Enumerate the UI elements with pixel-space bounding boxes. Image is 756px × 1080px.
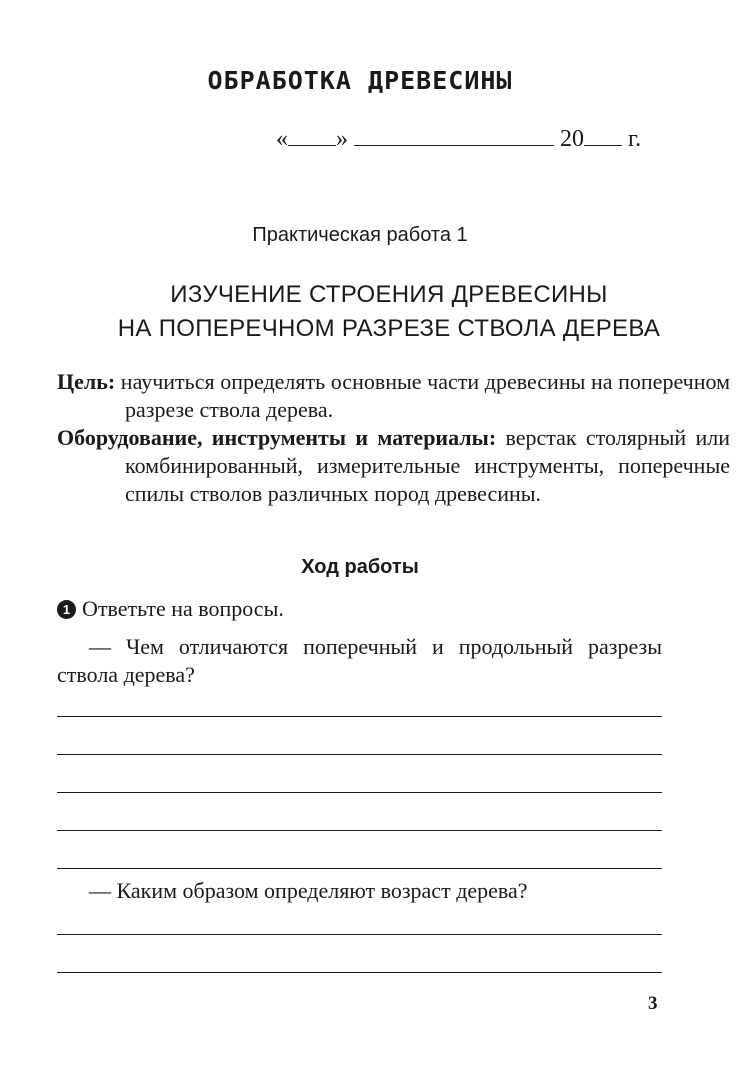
year-blank[interactable] <box>584 125 622 146</box>
progress-title: Ход работы <box>301 556 419 578</box>
answer-line[interactable] <box>57 972 662 973</box>
work-title-line-1: ИЗУЧЕНИЕ СТРОЕНИЯ ДРЕВЕСИНЫ <box>170 281 608 308</box>
task-text: Ответьте на вопросы. <box>82 596 284 621</box>
equipment-label: Оборудование, инструменты и материалы: <box>57 425 497 450</box>
goal-label: Цель: <box>57 369 116 394</box>
equipment-text: верстак столярный или комбинированный, измерительные инструменты, поперечные спилы стволов различных пород древесины. <box>125 425 731 506</box>
task-number-icon: 1 <box>57 600 76 619</box>
month-blank[interactable] <box>354 125 554 146</box>
answer-line[interactable] <box>57 868 662 869</box>
answer-line[interactable] <box>57 754 662 755</box>
task-1 <box>57 596 284 622</box>
day-blank[interactable] <box>288 125 336 146</box>
answer-line[interactable] <box>57 792 662 793</box>
answer-line[interactable] <box>57 716 662 717</box>
date-open-quote: « <box>276 126 288 152</box>
question-1: — Чем отличаются поперечный и продольный разрезы ствола дерева? <box>57 634 662 687</box>
section-title: ОБРАБОТКА ДРЕВЕСИНЫ <box>207 66 513 95</box>
work-title-line-2: НА ПОПЕРЕЧНОМ РАЗРЕЗЕ СТВОЛА ДЕРЕВА <box>117 315 661 342</box>
year-suffix: г. <box>628 126 642 152</box>
date-close-quote: » <box>336 126 348 152</box>
work-title <box>0 278 756 346</box>
date-line <box>276 125 641 153</box>
page-number: 3 <box>648 993 658 1014</box>
year-prefix: 20 <box>560 126 584 152</box>
answer-line[interactable] <box>57 934 662 935</box>
goal-paragraph <box>57 368 730 424</box>
question-2: — Каким образом определяют возраст дерева? <box>89 878 528 903</box>
work-label: Практическая работа 1 <box>252 224 468 246</box>
equipment-paragraph <box>57 424 730 508</box>
answer-line[interactable] <box>57 830 662 831</box>
goal-text: научиться определять основные части древесины на поперечном разрезе ствола дерева. <box>120 369 730 422</box>
